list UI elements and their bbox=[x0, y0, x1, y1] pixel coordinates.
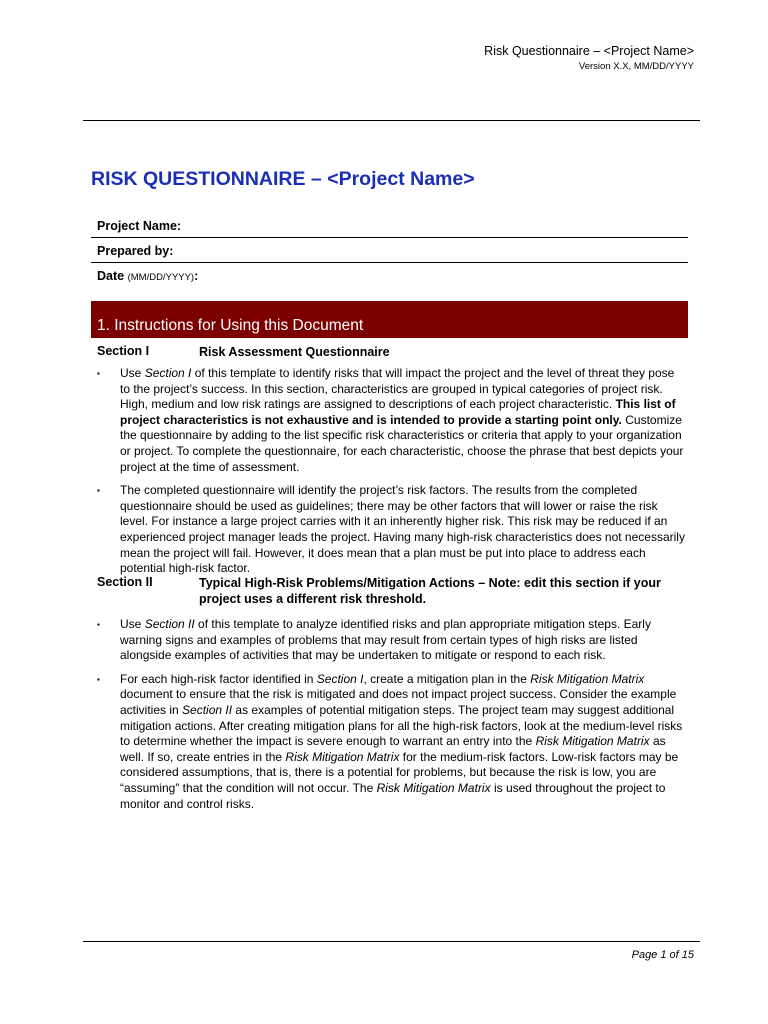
bullet-marker: ▪ bbox=[97, 620, 100, 629]
text-run: as examples of potential mitigation steps. The project team may suggest additional mitigation actions. After creating mitigation plans for all the high-risk factors, look at the medium-level risks to determine whether the impact is severe enough to warrant an entry into the bbox=[120, 702, 683, 749]
list-item bbox=[97, 672, 687, 812]
project-name-field[interactable] bbox=[91, 214, 688, 238]
date-format-hint: (MM/DD/YYYY) bbox=[127, 272, 195, 283]
section-i-bullets bbox=[97, 366, 687, 585]
list-item bbox=[97, 617, 687, 664]
running-header-version: Version X.X, MM/DD/YYYY bbox=[578, 61, 694, 72]
running-header-title: Risk Questionnaire – <Project Name> bbox=[484, 44, 694, 58]
text-run-italic: Risk Mitigation Matrix bbox=[535, 734, 650, 749]
section-i-label: Section I bbox=[97, 344, 150, 358]
text-run-italic: Section II bbox=[182, 702, 233, 717]
footer-divider bbox=[83, 941, 700, 942]
date-label: Date bbox=[97, 269, 125, 283]
date-colon: : bbox=[194, 269, 199, 283]
text-run: of this template to analyze identified risks and plan appropriate mitigation steps. Early warning signs and examples of problems that may result from certain types of high risks are listed alongside examples of activities that may be undertaken to mitigate or respond to each risk. bbox=[120, 617, 651, 663]
text-run-bold: This list of project characteristics is not exhaustive and is intended to provide a starting point only. bbox=[120, 397, 676, 427]
page-number: Page 1 of 15 bbox=[631, 949, 694, 961]
text-run: Use bbox=[120, 617, 145, 631]
text-run: for the medium-risk factors. Low-risk factors may be considered assumptions, that is, there is a potential for problems, but because the risk is low, you are “assuming” that the condition will not occur. The bbox=[120, 749, 679, 795]
text-run-italic: Risk Mitigation Matrix bbox=[285, 749, 400, 764]
text-run-italic: Section I bbox=[316, 671, 364, 686]
text-run: For each high-risk factor identified in bbox=[120, 671, 317, 686]
text-run-italic: Section II bbox=[144, 617, 195, 631]
section-heading-bar bbox=[91, 301, 688, 338]
bullet-marker: ▪ bbox=[97, 674, 100, 684]
text-run: of this template to identify risks that will impact the project and the level of threat they pose to the project’s success. In this section, characteristics are grouped in typical categories of project risk. High, medium and low risk ratings are assigned to descriptions of each project characteristic. bbox=[120, 366, 675, 412]
document-title: RISK QUESTIONNAIRE – <Project Name> bbox=[91, 168, 475, 190]
section-heading-text: 1. Instructions for Using this Document bbox=[97, 317, 364, 334]
date-field[interactable] bbox=[91, 264, 688, 288]
text-run: Customize the questionnaire by adding to the list specific risk characteristics or criteria that apply to your organization or project. To complete the questionnaire, for each characteristic, choose the phrase that best depicts your project at the time of assessment. bbox=[120, 412, 684, 474]
bullet-marker: ▪ bbox=[97, 369, 100, 378]
section-i-title: Risk Assessment Questionnaire bbox=[199, 345, 390, 359]
section-ii-label: Section II bbox=[97, 575, 153, 589]
prepared-by-label: Prepared by: bbox=[97, 244, 174, 258]
list-item bbox=[97, 366, 687, 475]
bullet-marker: ▪ bbox=[97, 486, 100, 496]
text-run: , create a mitigation plan in the bbox=[363, 671, 531, 686]
list-item bbox=[97, 483, 687, 577]
prepared-by-field[interactable] bbox=[91, 239, 688, 263]
text-run-italic: Risk Mitigation Matrix bbox=[376, 780, 491, 795]
text-run-italic: Section I bbox=[144, 366, 192, 380]
section-ii-bullets bbox=[97, 617, 687, 820]
header-divider bbox=[83, 120, 700, 121]
project-name-label: Project Name: bbox=[97, 219, 182, 233]
text-run: is used throughout the project to monitor and control risks. bbox=[120, 780, 666, 811]
text-run: document to ensure that the risk is mitigated and does not impact project success. Consider the example activities in bbox=[120, 687, 677, 717]
section-ii-title: Typical High-Risk Problems/Mitigation Actions – Note: edit this section if your project uses a different risk threshold. bbox=[199, 576, 661, 606]
text-run: as well. If so, create entries in the bbox=[120, 734, 666, 764]
text-run-italic: Risk Mitigation Matrix bbox=[530, 671, 645, 686]
text-run: The completed questionnaire will identify the project’s risk factors. The results from the completed questionnaire should be used as guidelines; there may be other factors that will lower or raise the risk level. For instance a large project carries with it an inherently higher risk. This risk may be reduced if an experienced project manager leads the project. Having many high-risk characteristics does not necessarily mean the project will fail. However, it does mean that a plan must be put into place to address each potential high-risk factor. bbox=[120, 483, 685, 576]
text-run: Use bbox=[120, 366, 145, 380]
